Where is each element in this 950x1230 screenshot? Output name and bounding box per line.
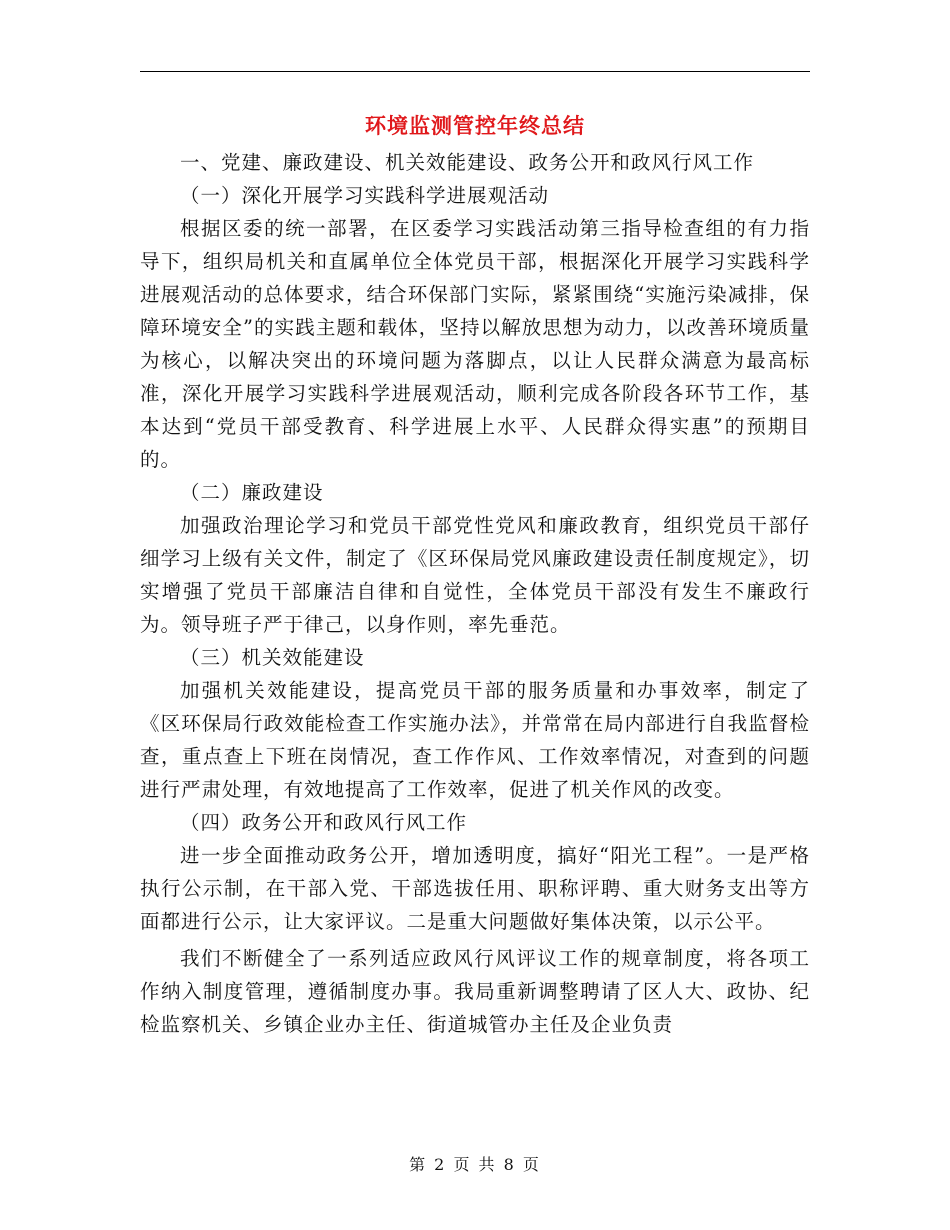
paragraph-3: 加强机关效能建设，提高党员干部的服务质量和办事效率，制定了《区环保局行政效能检查工作实施办法》，并常常在局内部进行自我监督检查，重点查上下班在岗情况，查工作作风、工作效率情况，对查到的问题进行严肃处理，有效地提高了工作效率，促进了机关作风的改变。 <box>140 679 810 801</box>
paragraph-5: 我们不断健全了一系列适应政风行风评议工作的规章制度，将各项工作纳入制度管理，遵循制度办事。我局重新调整聘请了区人大、政协、纪检监察机关、乡镇企业办主任、街道城管办主任及企业负责 <box>140 947 810 1036</box>
paragraph-4: 进一步全面推动政务公开，增加透明度，搞好“阳光工程”。一是严格执行公示制，在干部入党、干部选拔任用、职称评聘、重大财务支出等方面都进行公示，让大家评议。二是重大问题做好集体决策，以示公平。 <box>140 844 810 933</box>
subsection-heading-4: （四）政务公开和政风行风工作 <box>180 811 468 834</box>
document-body <box>140 146 810 1041</box>
subsection-heading-3: （三）机关效能建设 <box>180 646 365 669</box>
paragraph-2: 加强政治理论学习和党员干部党性党风和廉政教育，组织党员干部仔细学习上级有关文件，制定了《区环保局党风廉政建设责任制度规定》，切实增强了党员干部廉洁自律和自觉性，全体党员干部没有发生不廉政行为。领导班子严于律己，以身作则，率先垂范。 <box>140 514 810 636</box>
subsection-heading-2: （二）廉政建设 <box>180 481 324 504</box>
paragraph-1: 根据区委的统一部署，在区委学习实践活动第三指导检查组的有力指导下，组织局机关和直属单位全体党员干部，根据深化开展学习实践科学进展观活动的总体要求，结合环保部门实际，紧紧围绕“实施污染减排，保障环境安全”的实践主题和载体，坚持以解放思想为动力，以改善环境质量为核心，以解决突出的环境问题为落脚点，以让人民群众满意为最高标准，深化开展学习实践科学进展观活动，顺利完成各阶段各环节工作，基本达到“党员干部受教育、科学进展上水平、人民群众得实惠”的预期目的。 <box>140 217 810 471</box>
document-title: 环境监测管控年终总结 <box>365 113 585 138</box>
section-heading-1: 一、党建、廉政建设、机关效能建设、政务公开和政风行风工作 <box>180 151 755 174</box>
subsection-heading-1: （一）深化开展学习实践科学进展观活动 <box>180 184 550 207</box>
header-rule <box>140 71 810 72</box>
page-number: 第 2 页 共 8 页 <box>409 1155 541 1174</box>
